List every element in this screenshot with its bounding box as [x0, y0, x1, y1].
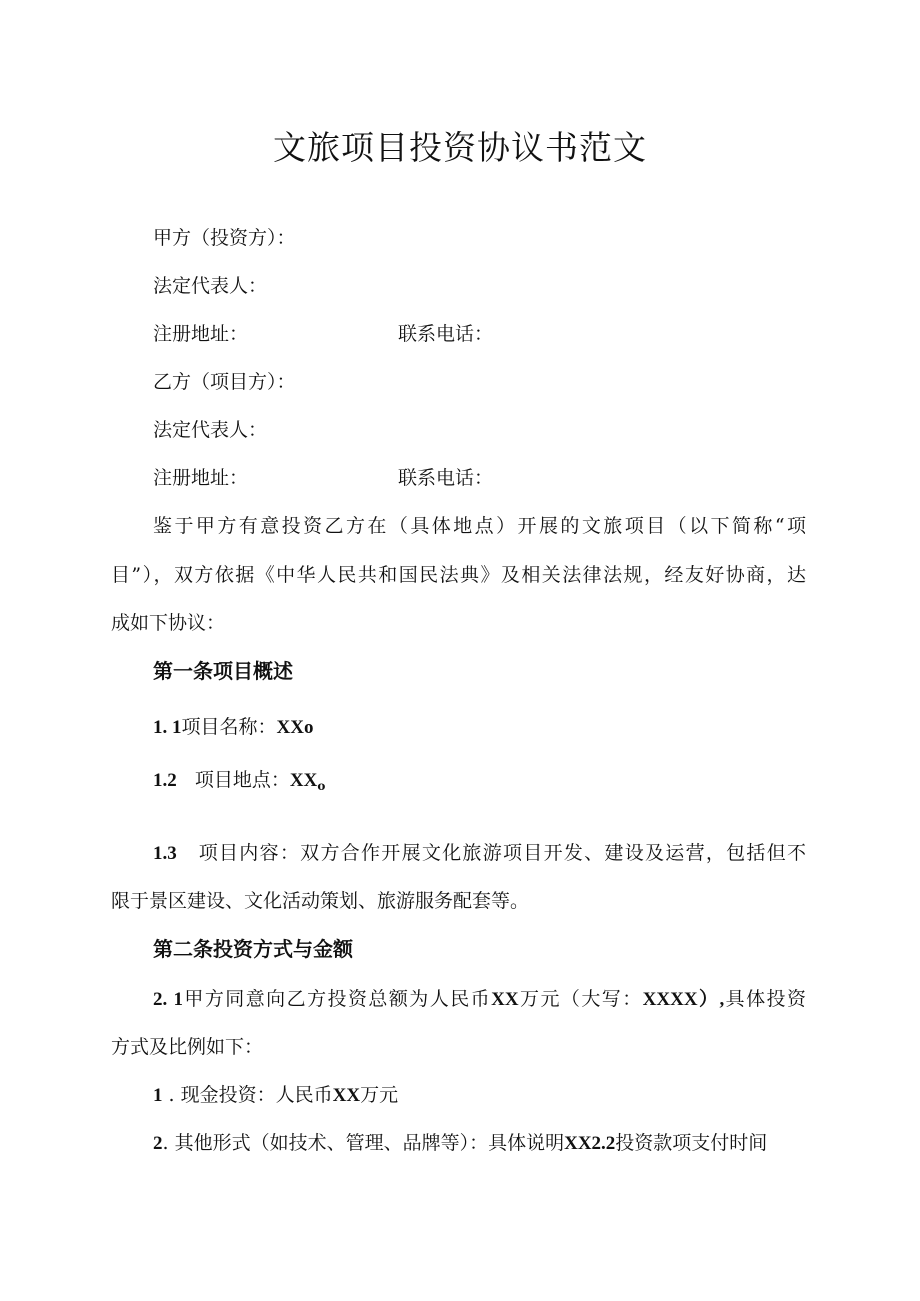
clause-1-1-value: XXo: [276, 717, 314, 738]
party-b-address: 注册地址：: [153, 467, 249, 489]
party-b-rep: 法定代表人：: [153, 419, 268, 441]
clause-1-2-value: XX: [289, 770, 318, 791]
clause-1-3-number: 1.3: [153, 843, 177, 864]
clause-1-1: [153, 714, 313, 741]
clause-1-3-text: 项目内容：双方合作开展文化旅游项目开发、建设及运营，包括但不: [198, 842, 806, 864]
preamble-line-3: 成如下协议：: [111, 612, 226, 634]
clause-1-1-number: 1. 1: [153, 717, 182, 738]
party-b-phone: 联系电话：: [398, 467, 494, 489]
party-b-contact-row: [153, 465, 494, 491]
party-b-label: 乙方（项目方）：: [153, 371, 296, 393]
clause-1-2: [153, 767, 325, 799]
document-title: 文旅项目投资协议书范文: [273, 128, 647, 167]
item-2-ref: XX2.2: [564, 1133, 616, 1154]
clause-1-2-text: 项目地点：: [194, 769, 290, 791]
party-a-label: 甲方（投资方）：: [153, 227, 296, 249]
item-1-text: . 现金投资：人民币: [168, 1084, 333, 1106]
party-a-phone: 联系电话：: [398, 323, 494, 345]
item-1: [153, 1082, 398, 1109]
clause-2-1-number: 2. 1: [153, 989, 183, 1010]
preamble-line-2: 目”），双方依据《中华人民共和国民法典》及相关法律法规，经友好协商，达: [111, 564, 806, 586]
clause-2-1-line-2: 方式及比例如下：: [111, 1036, 264, 1058]
clause-2-1-capital: XXXX）,: [642, 989, 725, 1010]
item-2-number: 2: [153, 1133, 163, 1154]
article-1-heading: 第一条项目概述: [153, 659, 293, 683]
party-a-contact-row: [153, 321, 494, 347]
clause-1-3-line-1: [153, 840, 806, 867]
preamble-line-1: 鉴于甲方有意投资乙方在（具体地点）开展的文旅项目（以下简称“项: [153, 515, 806, 537]
clause-2-1-text-e: 具体投资: [724, 988, 806, 1010]
clause-2-1-text-a: 甲方同意向乙方投资总额为人民币: [182, 988, 492, 1010]
clause-1-2-suffix: o: [317, 779, 326, 793]
item-1-number: 1: [153, 1085, 163, 1106]
clause-1-1-text: 项目名称：: [181, 716, 277, 738]
clause-2-1-amount: XX: [491, 989, 519, 1010]
item-2: [153, 1130, 767, 1157]
item-1-amount: XX: [332, 1085, 361, 1106]
party-a-address: 注册地址：: [153, 323, 249, 345]
item-1-unit: 万元: [360, 1084, 399, 1106]
party-a-rep: 法定代表人：: [153, 275, 268, 297]
item-2-tail: 投资款项支付时间: [615, 1132, 768, 1154]
clause-2-1-line-1: [153, 986, 806, 1013]
item-2-text: . 其他形式（如技术、管理、品牌等）：具体说明: [162, 1132, 565, 1154]
clause-2-1-text-c: 万元（大写：: [518, 988, 643, 1010]
article-2-heading: 第二条投资方式与金额: [153, 937, 353, 961]
clause-1-3-line-2: 限于景区建设、文化活动策划、旅游服务配套等。: [111, 890, 530, 912]
clause-1-2-number: 1.2: [153, 770, 177, 791]
